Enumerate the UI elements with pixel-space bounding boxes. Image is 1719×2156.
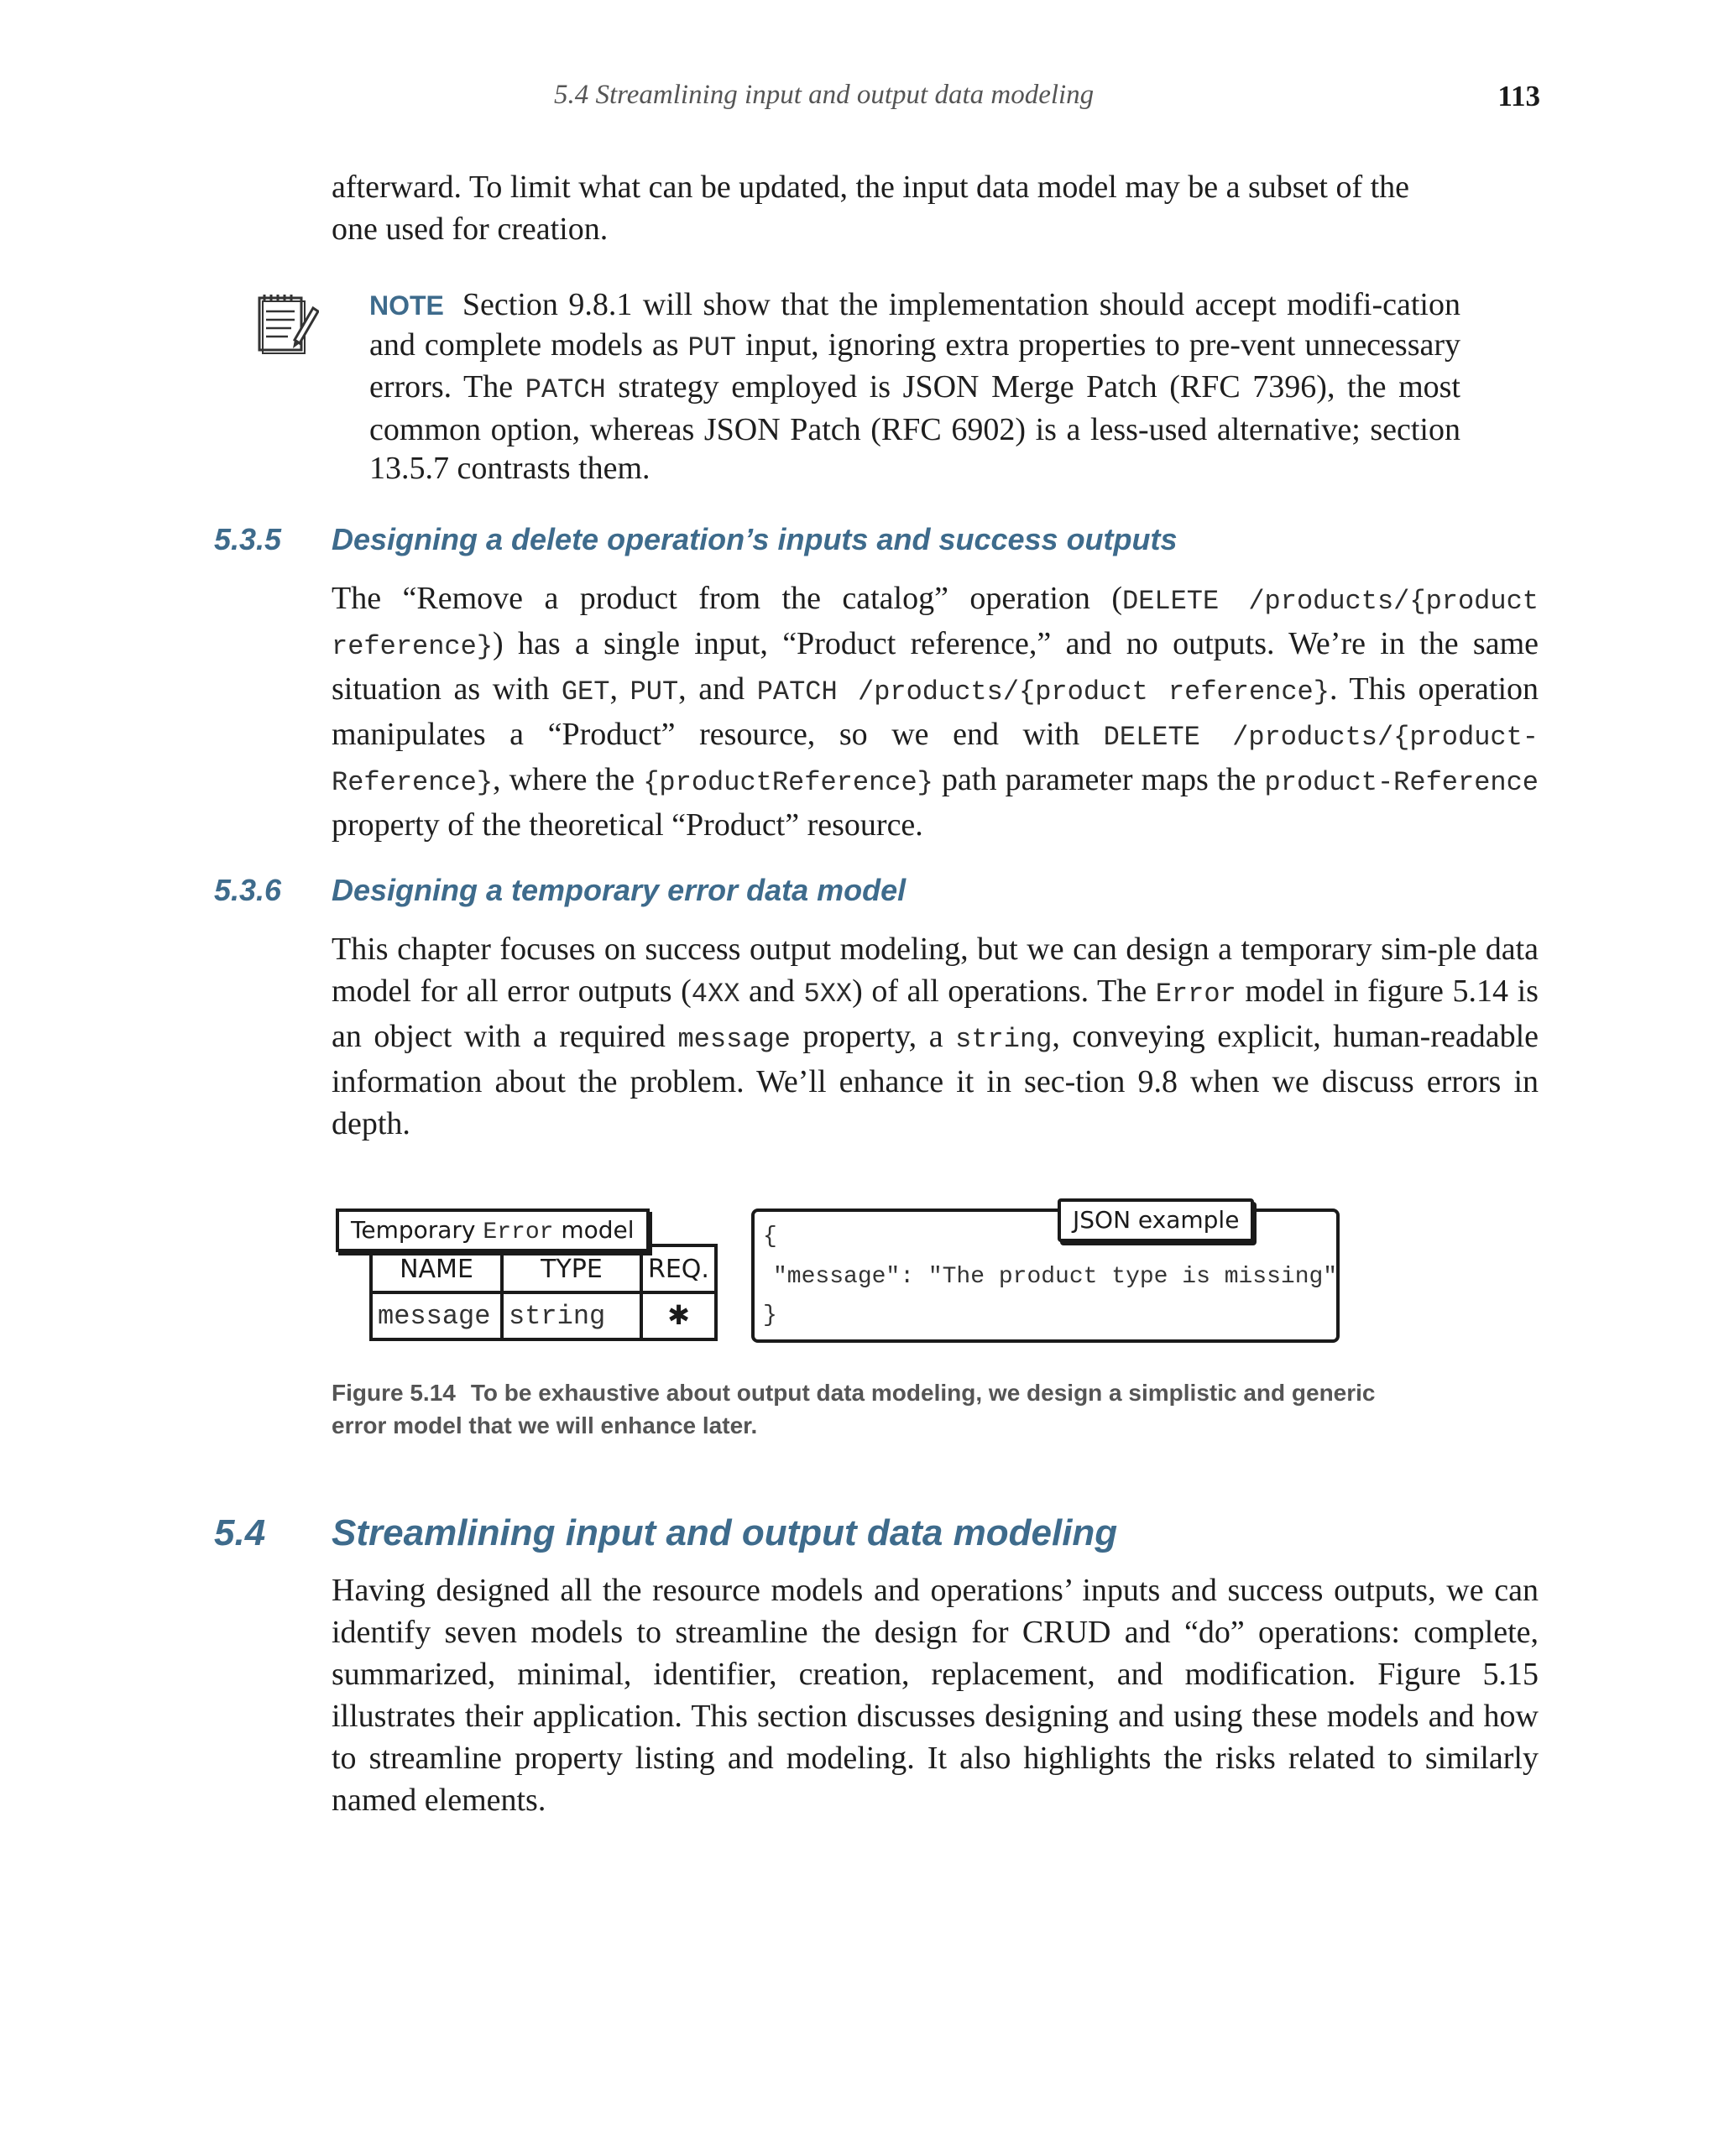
section-5-3-5-paragraph: [332, 577, 1539, 846]
s536-code-message: message: [677, 1024, 791, 1055]
notepad-pencil-icon: [256, 290, 319, 357]
section-title-5-4: Streamlining input and output data modeling: [332, 1512, 1118, 1553]
s535-code-patch: PATCH /products/{product reference}: [756, 676, 1330, 707]
col-header-type: TYPE: [502, 1245, 641, 1292]
section-5-3-6-paragraph: [332, 928, 1539, 1145]
figure-caption-text: To be exhaustive about output data modeling, we design a simplistic and generic error model that we will enhance later.: [332, 1380, 1376, 1438]
intro-line-1: afterward. To limit what can be updated, the input data model may be a subset of the: [332, 170, 1410, 205]
s536-text-5: property, a: [790, 1019, 956, 1054]
note-label: NOTE: [369, 290, 444, 321]
s535-text-3: ,: [609, 671, 630, 707]
json-body: "message": "The product type is missing": [773, 1264, 1338, 1290]
section-number-5-3-6: 5.3.6: [214, 873, 282, 907]
note-text-3: strategy employed is JSON Merge Patch (RFC 7396), the most common option, whereas JSON Patch (RFC 6902) is a less-used alternative; section 13.5.7 contrasts them.: [369, 369, 1460, 486]
json-example-tag: JSON example: [1058, 1198, 1254, 1242]
table-label-code: Error: [483, 1219, 554, 1245]
section-5-4-paragraph: Having designed all the resource models and operations’ inputs and success outputs, we can identify seven models to streamline the design for CRUD and “do” operations: complete, summarized, minimal, identifier, creation, replacement, and modification. Figure 5.15 illustrates their application. This section discusses designing and using these models and how to streamline property listing and modeling. It also highlights the risks related to similarly named elements.: [332, 1573, 1539, 1818]
col-header-name: NAME: [371, 1245, 502, 1292]
s536-code-5xx: 5XX: [803, 979, 853, 1010]
page-number: 113: [1497, 80, 1540, 112]
s535-code-delete: DELETE /products/{product reference}: [332, 586, 1539, 662]
s535-code-delete-ref: DELETE /products/{product-Reference}: [332, 722, 1539, 798]
s535-code-get: GET: [561, 676, 610, 707]
required-mark: [641, 1292, 716, 1339]
figure-caption: [332, 1376, 1389, 1442]
s535-text-8: property of the theoretical “Product” resource.: [332, 807, 923, 843]
figure-5-14: [332, 1192, 1356, 1351]
cell-name: message: [371, 1292, 502, 1339]
s535-text-1: The “Remove a product from the catalog” operation (: [332, 581, 1122, 616]
note-box: [369, 285, 1460, 488]
table-header-row: [371, 1245, 716, 1292]
s536-text-1: This chapter focuses on success output modeling, but we can design a temporary sim-ple data model for all error outputs (: [332, 932, 1539, 1009]
note-code-patch: PATCH: [525, 374, 606, 405]
section-title-5-3-6: Designing a temporary error data model: [332, 873, 907, 907]
s536-code-4xx: 4XX: [691, 979, 740, 1010]
s535-text-6: , where the: [493, 762, 644, 797]
running-title: 5.4 Streamlining input and output data modeling: [554, 80, 1095, 110]
table-label: [336, 1209, 650, 1252]
s536-code-error: Error: [1155, 979, 1236, 1010]
section-number-5-3-5: 5.3.5: [214, 522, 282, 556]
col-header-req: REQ.: [641, 1245, 716, 1292]
running-header: [332, 80, 1540, 122]
s535-text-4: , and: [678, 671, 757, 707]
json-open-brace: {: [763, 1224, 777, 1250]
s535-text-2: ) has a single input, “Product reference,” and no outputs. We’re in the same situation as with: [332, 626, 1539, 707]
note-code-put: PUT: [687, 331, 737, 363]
s536-text-3: ) of all operations. The: [852, 974, 1156, 1009]
note-text-2: input, ignoring extra properties to pre-vent unnecessary errors. The: [369, 326, 1461, 405]
s535-text-7: path parameter maps the: [933, 762, 1265, 797]
section-number-5-4: 5.4: [214, 1512, 266, 1553]
figure-caption-label: Figure 5.14: [332, 1380, 456, 1406]
error-model-table: [369, 1244, 718, 1341]
s536-text-6: , conveying explicit, human-readable information about the problem. We’ll enhance it in sec-tion 9.8 when we discuss errors in depth.: [332, 1019, 1539, 1141]
s535-text-5: . This operation manipulates a “Product” resource, so we end with: [332, 671, 1539, 752]
cell-type: string: [502, 1292, 641, 1339]
s535-code-property: product-Reference: [1264, 767, 1539, 798]
required-asterisk: ✱: [667, 1299, 690, 1331]
json-close-brace: }: [763, 1302, 777, 1329]
s536-text-2: and: [739, 974, 804, 1009]
s536-text-4: model in figure 5.14 is an object with a required: [332, 974, 1539, 1054]
s535-code-put: PUT: [630, 676, 679, 707]
intro-line-2: one used for creation.: [332, 211, 609, 247]
s535-code-path-param: {productReference}: [643, 767, 933, 798]
section-title-5-3-5: Designing a delete operation’s inputs and success outputs: [332, 522, 1178, 556]
table-label-pre: Temporary: [351, 1216, 483, 1244]
note-text-1: Section 9.8.1 will show that the implementation should accept modifi-cation and complete models as: [369, 287, 1460, 363]
s536-code-string: string: [955, 1024, 1053, 1055]
table-label-post: model: [553, 1216, 635, 1244]
table-row: [371, 1292, 716, 1339]
intro-paragraph: [332, 166, 1539, 250]
